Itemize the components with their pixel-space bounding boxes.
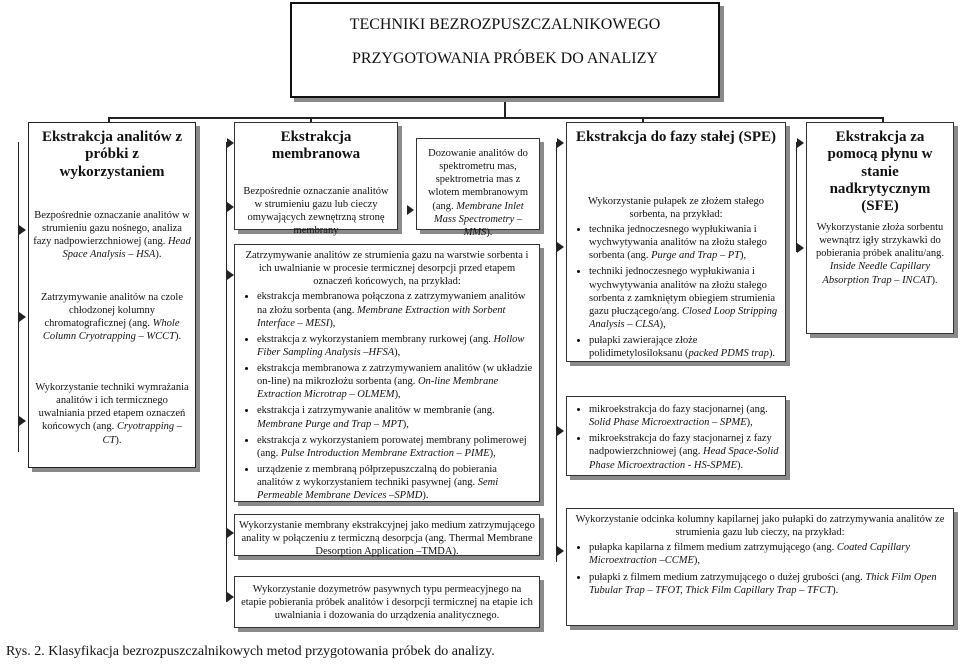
col1-box3-text: Wykorzystanie techniki wymrażania analitów i ich termicznego uwalniania przed etapem oznaczeń końcowych (ang. [35,382,189,433]
li-ital: Closed Loop Stripping Analysis – CLSA [589,305,778,330]
col4-box-text: Wykorzystanie złoża sorbentu wewnątrz igły strzykawki do pobierania próbek analitu/ang. [816,222,944,260]
arrow-icon [797,138,804,148]
li-ital: Semi Permeable Membrane Devices –SPMD [257,477,499,502]
li-text: ekstrakcja i zatrzymywanie analitów w membranie (ang. [257,405,495,417]
arrow-icon [557,546,564,556]
li-text: pułapki z filmem medium zatrzymującego o dużej grubości (ang. [589,571,863,583]
list-item [589,334,779,360]
list-item [589,265,779,331]
figure-caption: Rys. 2. Klasyfikacja bezrozpuszczalnikowych metod przygotowania próbek do analizy. [6,644,495,659]
col1-box2-end: ). [175,331,182,343]
spine-col4 [796,142,797,252]
col1-panel [28,122,196,468]
col3-list [567,223,785,363]
arrow-icon [227,592,234,602]
col1-box2-text: Zatrzymywanie analitów na czole chłodzonej kolumny chromatograficznej (ang. [41,292,183,330]
li-text: urządzenie z membraną półprzepuszczalną do pobierania analitów z wykorzystaniem techniki pasywnej (ang. [257,463,497,488]
col2-list-box [234,244,540,502]
li-end: ), [746,417,753,429]
li-end: ), [739,250,747,262]
bottom-dosimeters-text: Wykorzystanie dozymetrów pasywnych typu permeacyjnego na etapie pobierania próbek analitów i desorpcji termicznej na etapie ich uwalniania i dozowania do urządzenia analitycznego. [241,584,533,622]
arrow-icon [227,202,234,212]
list-item [257,290,533,329]
li-text: technika jednoczesnego wypłukiwania i wychwytywania analitów na złożu stałego sorbenta (ang. [589,224,767,262]
li-ital: Membrane Extraction with Sorbent Interface – MESI [257,304,506,329]
title-line2: PRZYGOTOWANIA PRÓBEK DO ANALIZY [352,50,658,67]
col1-box3-end: ). [115,434,122,446]
col1-box3-ital: Cryotrapping – CT [102,421,182,446]
list-item [589,541,947,567]
li-ital: Solid Phase Microextraction – SPME [589,417,747,429]
col2-direct: Bezpośrednie oznaczanie analitów w strumieniu gazu lub cieczy omywających zewnętrzną stronę membrany [243,186,389,237]
col1-box2-ital: Whole Column Cryotrapping – WCCT [42,318,180,343]
li-ital: Hollow Fiber Sampling Analysis –HFSA [257,333,525,358]
li-text: ekstrakcja membranowa połączona z zatrzymywaniem analitów na złożu sorbenta (ang. [257,291,526,316]
col4-box [807,219,953,289]
col1-box1 [29,207,195,264]
col2-header: Ekstrakcja membranowa [271,129,361,163]
col1-header: Ekstrakcja analitów z próbki z wykorzystaniem [42,129,182,180]
col1-box3 [29,379,195,449]
li-text: ekstrakcja z wykorzystaniem porowatej membrany polimerowej (ang. [257,434,527,459]
col1-box2 [29,289,195,346]
li-end: ), [394,389,401,401]
li-end: ). [422,490,429,502]
col3-spme-list [567,397,785,472]
bottom-capillary-list [567,541,953,597]
connector-horizontal [108,117,883,119]
col4-box-end: ). [931,274,938,286]
bottom-capillary-intro: Wykorzystanie odcinka kolumny kapilarnej jako pułapki do zatrzymywania analitów ze strumienia gazu lub cieczy, na przykład: [575,514,945,539]
arrow-icon [227,138,234,148]
arrow-icon [19,312,26,322]
col2-dosing-end: ). [486,226,493,238]
col4-header: Ekstrakcja za pomocą płynu w stanie nadkrytycznym (SFE) [827,129,933,214]
arrow-icon [557,242,564,252]
arrow-icon [797,243,804,253]
col4-box-ital: Inside Needle Capillary Absorption Trap – INCAT [822,261,932,286]
li-end: ), [659,318,666,330]
list-item [257,434,533,460]
arrow-icon [19,225,26,235]
li-text: techniki jednoczesnego wypłukiwania i wychwytywania analitów na złożu stałego sorbenta z zamkniętym obiegiem strumienia gazu płuczącego/ang. [589,266,776,317]
li-ital: Coated Capillary Microextraction –CCME [589,542,911,567]
title-line1: TECHNIKI BEZROZPUSZCZALNIKOWEGO [349,16,661,33]
title-box [290,2,720,98]
col3-intro: Wykorzystanie pułapek ze złożem stałego sorbenta, na przykład: [587,196,765,221]
col1-box1-end: ). [155,249,162,261]
li-end: ), [394,346,401,358]
list-item [589,571,947,597]
li-ital: Purge and Trap – PT [651,250,740,262]
list-item [257,404,533,430]
spine-col1 [18,142,19,452]
col2-dosing-text: Dozowanie analitów do spektrometru mas, spektrometria mas z wlotem membranowym (ang. [427,148,529,212]
li-end: ). [832,584,839,596]
col2-intro: Zatrzymywanie analitów ze strumienia gazu na warstwie sorbenta i ich uwalnianie w procesie termicznej desorpcji przed etapem oznaczeń końcowych, na przykład: [245,250,529,288]
list-item [589,432,779,471]
li-text: mikroekstrakcja do fazy stacjonarnej (ang. [589,404,768,415]
bottom-box-dosimeters [234,576,540,628]
bottom-box-tmda [234,514,540,556]
li-text: ekstrakcja z wykorzystaniem membrany rurkowej (ang. [257,333,491,345]
col2-dosing-ital: Membrane Inlet Mass Spectrometry – MMS [433,200,524,238]
col4-panel [806,122,954,334]
li-end: ), [402,418,409,430]
col1-box1-ital: Head Space Analysis – HSA [62,236,191,261]
col2-dosing-box [416,138,540,238]
list-item [589,403,779,429]
li-text: pułapka kapilarna z filmem medium zatrzymującego (ang. [589,542,835,554]
li-end: ), [329,317,336,329]
col2-list [235,290,539,502]
spine-col3 [556,142,557,562]
col2-header-box [234,122,398,237]
list-item [257,362,533,401]
col3-spme-box [566,396,786,476]
arrow-icon [227,528,234,538]
col3-header: Ekstrakcja do fazy stałej (SPE) [576,129,776,145]
col2-dosing [417,145,539,241]
connector-title-vertical [504,98,506,118]
arrow-icon [407,205,414,215]
li-ital: Head Space-Solid Phase Microextraction - HS-SPME [589,446,779,471]
col3-panel [566,122,786,362]
li-text: mikroekstrakcja do fazy stacjonarnej z fazy nadpowierzchniowej (ang. [589,433,772,458]
li-ital: packed PDMS trap [688,348,769,360]
arrow-icon [227,270,234,280]
arrow-icon [557,426,564,436]
bottom-tmda-text: Wykorzystanie membrany ekstrakcyjnej jako medium zatrzymującego anality w połączeniu z termiczną desorpcja (ang. Thermal Membrane Desorption Application –TMDA). [239,520,535,558]
list-item [257,333,533,359]
li-end: ), [693,555,701,567]
li-ital: Pulse Introduction Membrane Extraction – PIME [280,447,490,459]
li-end: ). [768,348,776,360]
bottom-box-capillary [566,508,954,626]
li-ital: Membrane Purge and Trap – MPT [257,418,403,430]
li-end: ). [737,459,744,471]
li-ital: On-line Membrane Extraction Microtrap – OLMEM [257,376,499,401]
arrow-icon [557,138,564,148]
arrow-icon [19,416,26,426]
list-item [589,223,779,262]
list-item [257,463,533,502]
li-text: ekstrakcja membranowa z zatrzymywaniem analitów (w układzie on-line) na mikrozłożu sorbenta (ang. [257,363,533,388]
li-ital: Thick Film Open Tubular Trap – TFOT, Thick Film Capillary Trap – TFCT [589,571,937,596]
col1-box1-text: Bezpośrednie oznaczanie analitów w strumieniu gazu nośnego, analiza fazy nadpowierzchniowej (ang. [33,210,190,248]
li-end: ), [489,447,496,459]
li-text: pułapki zawierające złoże polidimetylosiloksanu ( [589,335,698,360]
